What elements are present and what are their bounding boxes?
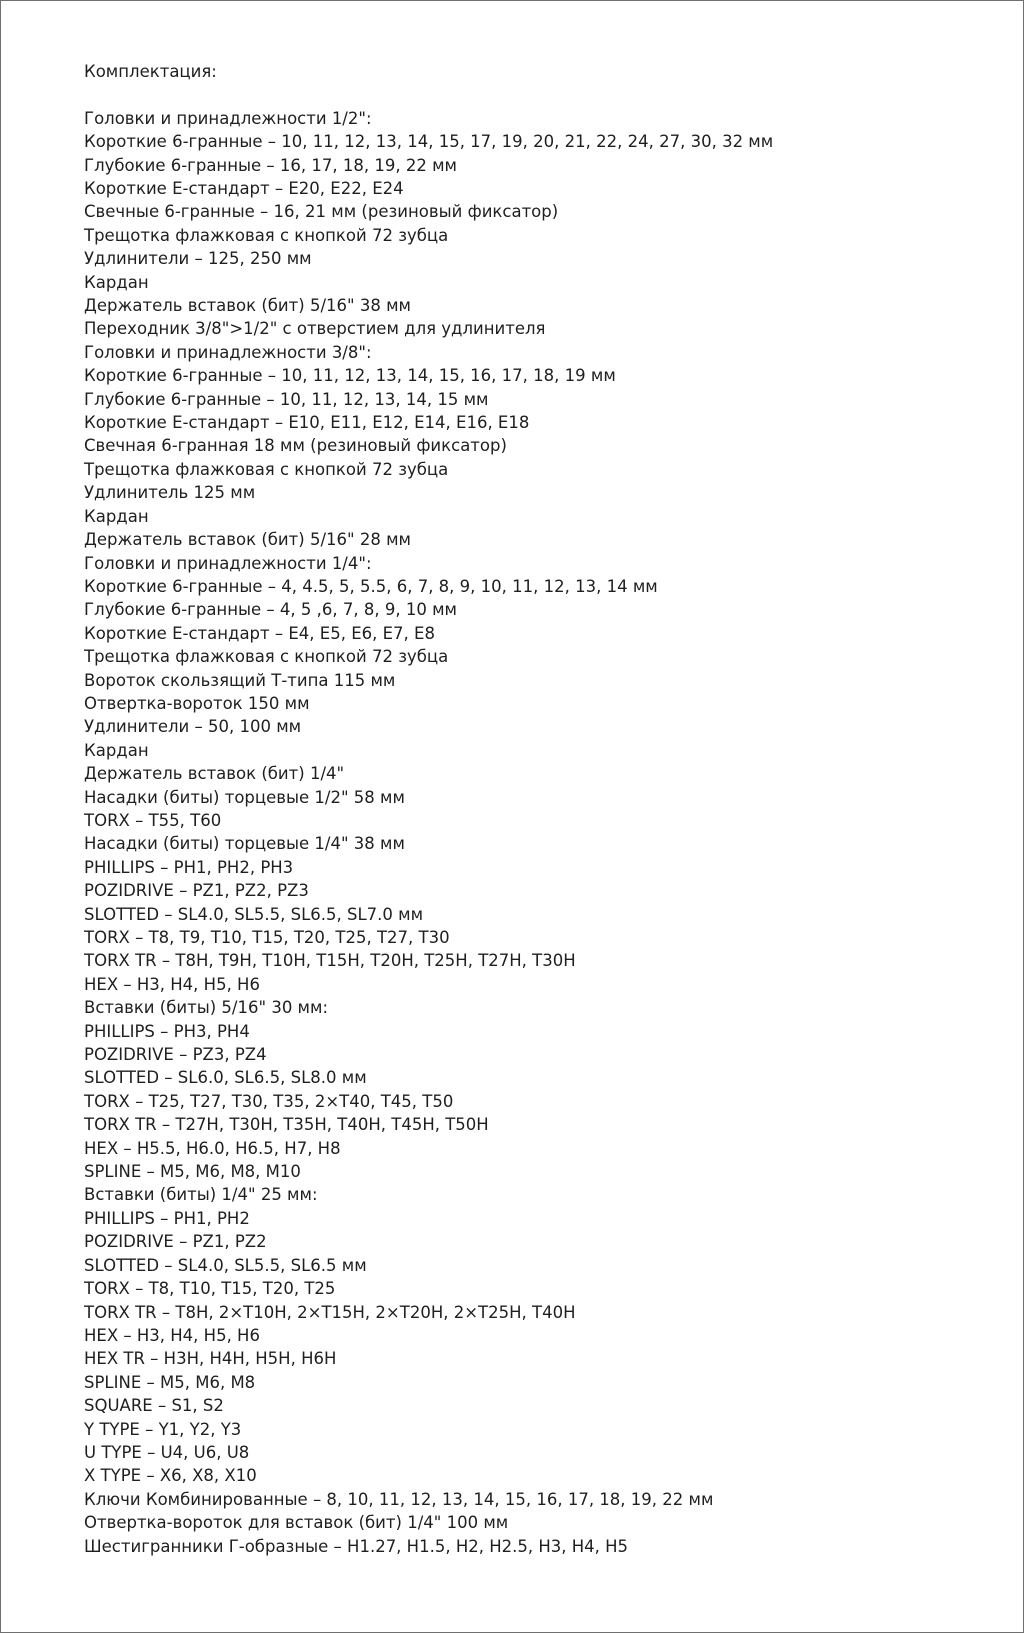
spec-line: Шестигранники Г-образные – H1.27, H1.5, H2, H2.5, H3, H4, H5 [84,1536,629,1556]
spec-line: Короткие Е-стандарт – Е20, Е22, Е24 [84,179,404,199]
spec-line: SLOTTED – SL6.0, SL6.5, SL8.0 мм [84,1068,367,1088]
spec-line: Свечная 6-гранная 18 мм (резиновый фиксатор) [84,436,507,456]
spec-line: Держатель вставок (бит) 5/16" 38 мм [84,296,411,316]
spec-line: TORX TR – T8H, 2×T10H, 2×T15H, 2×T20H, 2×T25H, T40H [84,1302,576,1322]
spec-line: TORX – T8, T10, T15, T20, T25 [84,1279,336,1299]
spec-line: POZIDRIVE – PZ1, PZ2 [84,1232,267,1252]
spec-line: POZIDRIVE – PZ1, PZ2, PZ3 [84,881,309,901]
spec-line: Головки и принадлежности 1/4": [84,553,372,573]
spec-line: POZIDRIVE – PZ3, PZ4 [84,1045,267,1065]
spec-line: HEX – H3, H4, H5, H6 [84,974,260,994]
spec-line: Головки и принадлежности 3/8": [84,342,372,362]
spec-line: TORX – T8, T9, T10, T15, T20, T25, T27, T30 [84,928,450,948]
spec-line: HEX TR – H3H, H4H, H5H, H6H [84,1349,337,1369]
spec-line: Держатель вставок (бит) 1/4" [84,764,345,784]
spec-line: Трещотка флажковая с кнопкой 72 зубца [84,459,449,479]
spec-line: TORX – T55, T60 [84,810,222,830]
spec-line: Насадки (биты) торцевые 1/2" 58 мм [84,787,405,807]
spec-line: Глубокие 6-гранные – 16, 17, 18, 19, 22 мм [84,155,458,175]
spec-line: PHILLIPS – PH3, PH4 [84,1021,250,1041]
spec-line: PHILLIPS – PH1, PH2 [84,1208,250,1228]
spec-line: Кардан [84,272,149,292]
specification-list [84,107,984,1558]
spec-line: TORX TR – T8H, T9H, T10H, T15H, T20H, T25H, T27H, T30H [84,951,576,971]
spec-line: Y TYPE – Y1, Y2, Y3 [84,1419,242,1439]
spec-line: Кардан [84,506,149,526]
spec-line: PHILLIPS – PH1, PH2, PH3 [84,857,294,877]
spec-line: Переходник 3/8">1/2" с отверстием для удлинителя [84,319,546,339]
spec-line: Вставки (биты) 1/4" 25 мм: [84,1185,318,1205]
spec-line: X TYPE – X6, X8, X10 [84,1466,257,1486]
spec-line: Удлинители – 50, 100 мм [84,717,302,737]
spec-line: TORX – T25, T27, T30, T35, 2×T40, T45, T50 [84,1091,454,1111]
spec-line: Глубокие 6-гранные – 10, 11, 12, 13, 14, 15 мм [84,389,489,409]
spec-line: Вороток скользящий Т-типа 115 мм [84,670,396,690]
spec-line: Вставки (биты) 5/16" 30 мм: [84,998,329,1018]
spec-line: Трещотка флажковая с кнопкой 72 зубца [84,225,449,245]
spec-line: Короткие Е-стандарт – Е10, Е11, Е12, Е14, Е16, Е18 [84,413,530,433]
spec-line: Короткие 6-гранные – 10, 11, 12, 13, 14, 15, 16, 17, 18, 19 мм [84,366,616,386]
spec-line: Удлинители – 125, 250 мм [84,249,312,269]
spec-line: Короткие 6-гранные – 4, 4.5, 5, 5.5, 6, 7, 8, 9, 10, 11, 12, 13, 14 мм [84,576,658,596]
spec-line: SQUARE – S1, S2 [84,1396,224,1416]
spec-line: Короткие 6-гранные – 10, 11, 12, 13, 14, 15, 17, 19, 20, 21, 22, 24, 27, 30, 32 мм [84,132,774,152]
spec-line: Отвертка-вороток 150 мм [84,693,310,713]
spec-line: Головки и принадлежности 1/2": [84,108,372,128]
spec-line: SLOTTED – SL4.0, SL5.5, SL6.5, SL7.0 мм [84,904,424,924]
spec-line: TORX TR – T27H, T30H, T35H, T40H, T45H, T50H [84,1115,489,1135]
spec-line: Держатель вставок (бит) 5/16" 28 мм [84,530,411,550]
spec-line: HEX – H3, H4, H5, H6 [84,1325,260,1345]
spec-line: U TYPE – U4, U6, U8 [84,1442,250,1462]
spec-line: SPLINE – M5, M6, M8 [84,1372,256,1392]
spec-line: Отвертка-вороток для вставок (бит) 1/4" 100 мм [84,1513,509,1533]
spec-line: Трещотка флажковая с кнопкой 72 зубца [84,647,449,667]
document-content [84,60,984,1558]
spec-line: Удлинитель 125 мм [84,483,256,503]
spec-line: Кардан [84,740,149,760]
spec-line: SPLINE – M5, M6, M8, M10 [84,1162,301,1182]
document-heading: Комплектация: [84,62,217,81]
spec-line: Ключи Комбинированные – 8, 10, 11, 12, 13, 14, 15, 16, 17, 18, 19, 22 мм [84,1489,714,1509]
spec-line: Насадки (биты) торцевые 1/4" 38 мм [84,834,405,854]
spec-line: Короткие Е-стандарт – Е4, Е5, Е6, Е7, Е8 [84,623,435,643]
spec-line: Глубокие 6-гранные – 4, 5 ,6, 7, 8, 9, 10 мм [84,600,457,620]
spec-line: SLOTTED – SL4.0, SL5.5, SL6.5 мм [84,1255,367,1275]
spec-line: Свечные 6-гранные – 16, 21 мм (резиновый фиксатор) [84,202,559,222]
spec-line: HEX – H5.5, H6.0, H6.5, H7, H8 [84,1138,341,1158]
